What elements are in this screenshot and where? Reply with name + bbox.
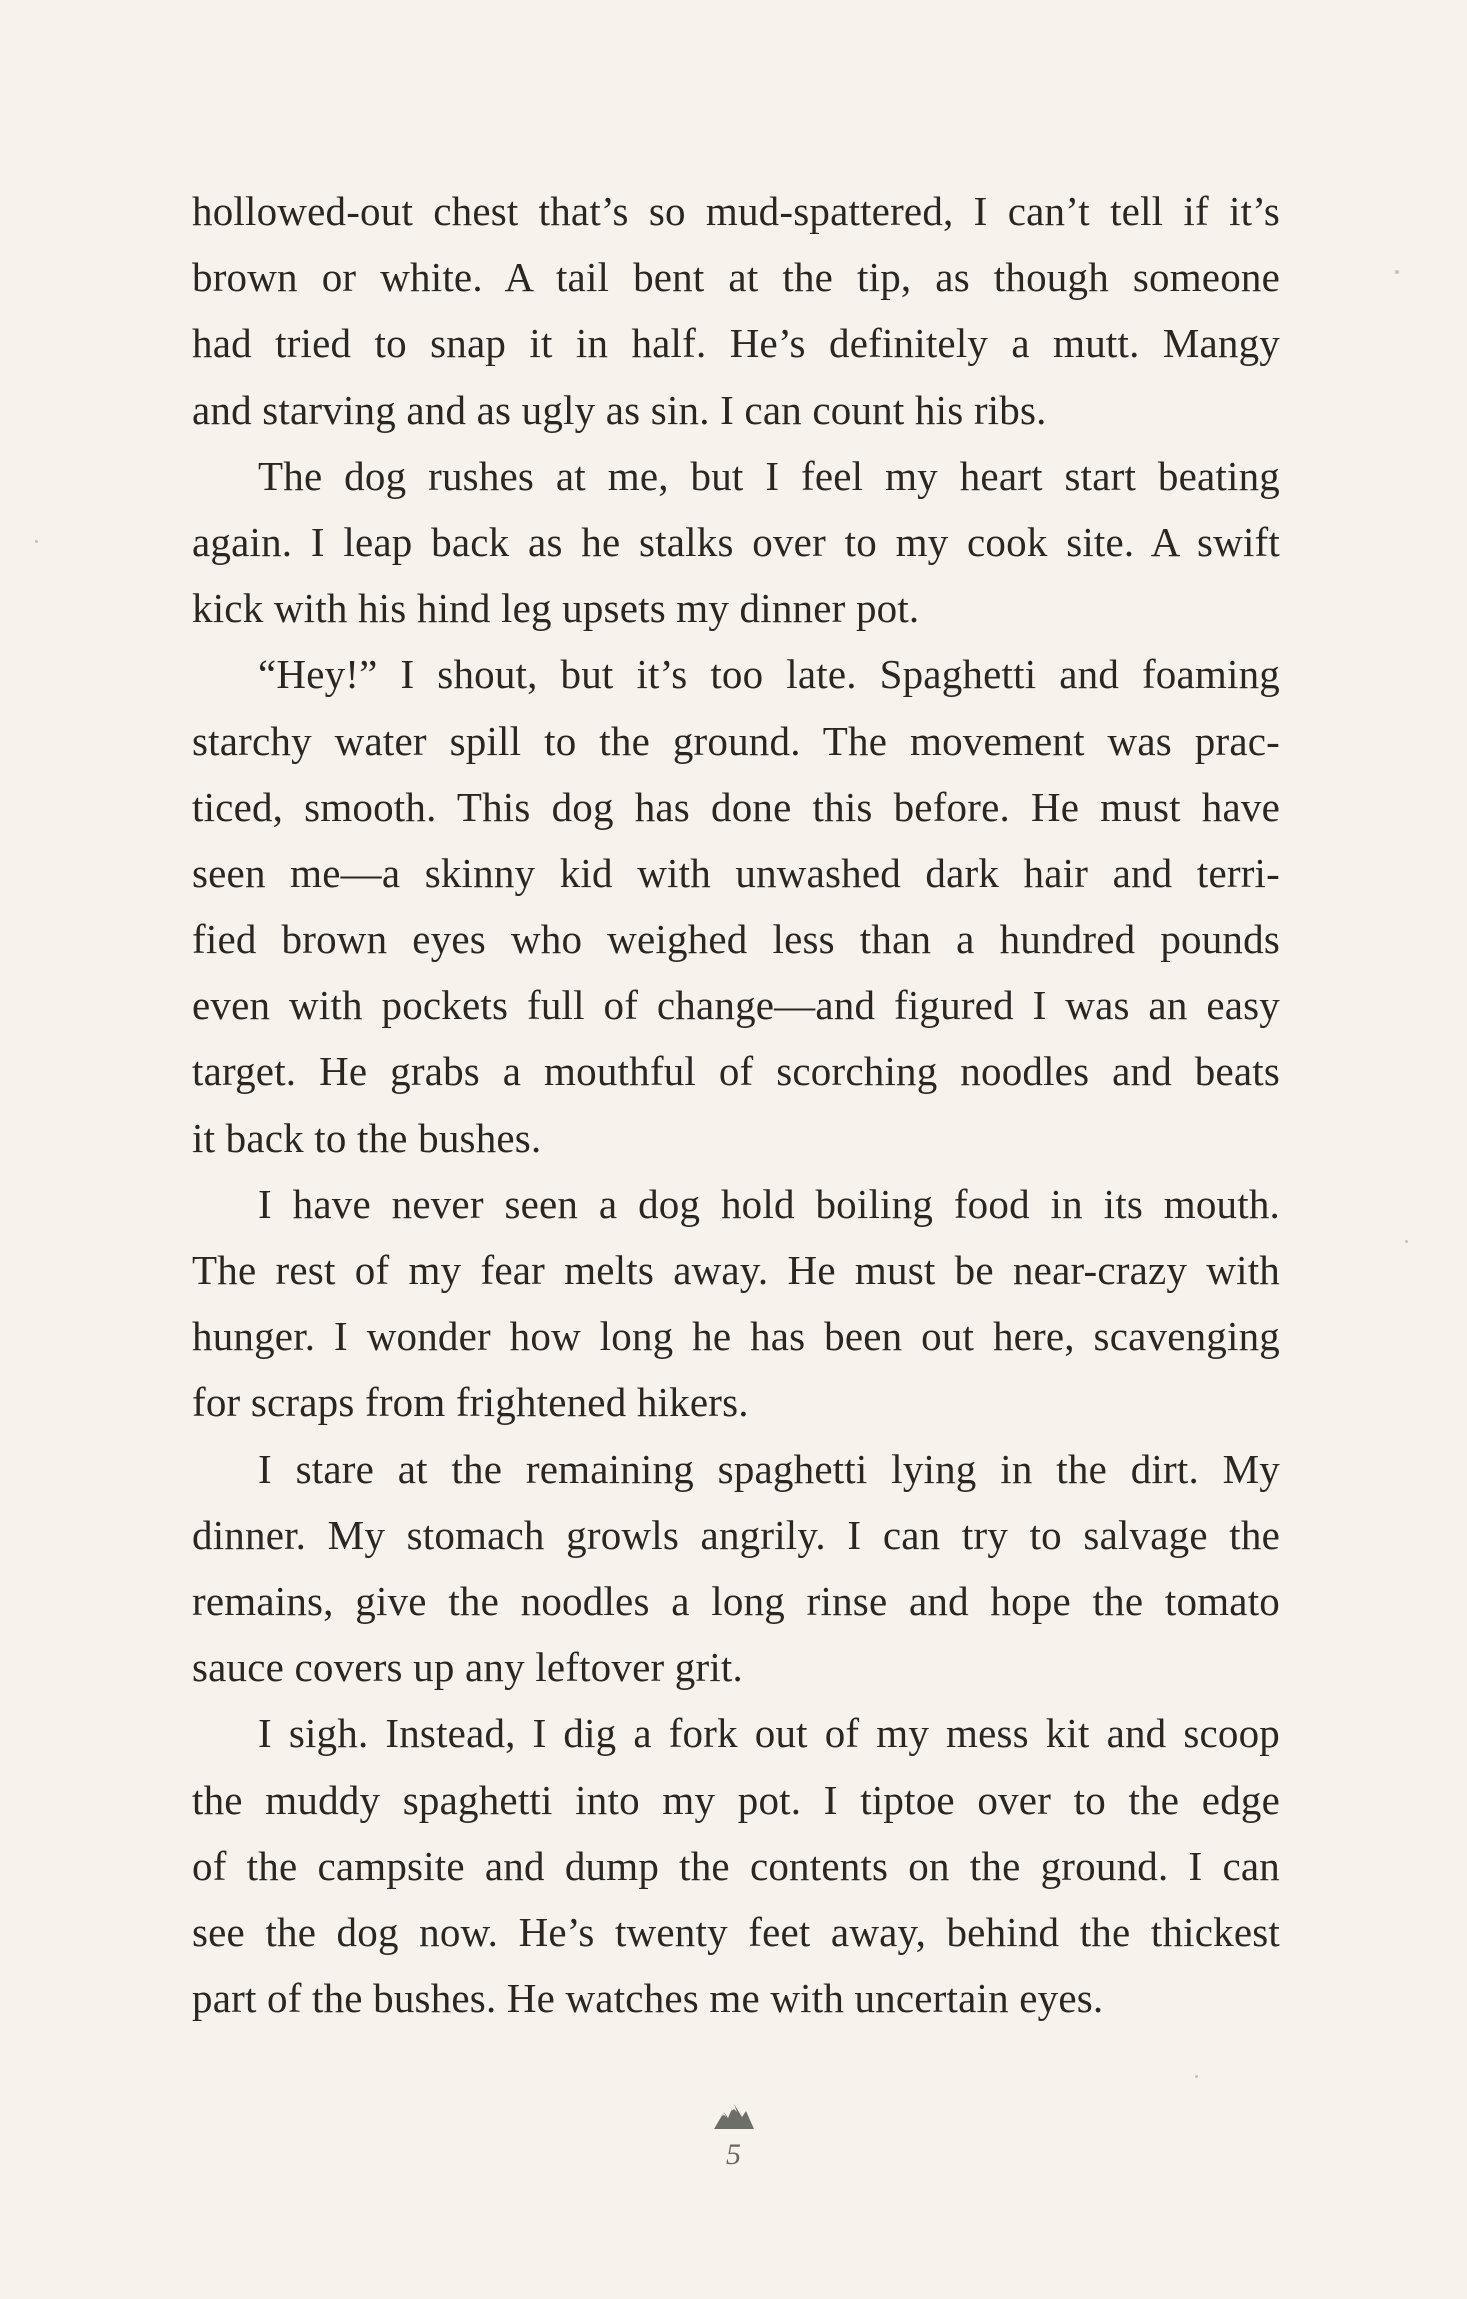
- text-line: of the campsite and dump the contents on the ground. I can: [192, 1842, 1280, 1889]
- paragraph: [192, 1700, 1280, 2031]
- text-line: starchy water spill to the ground. The movement was prac-: [192, 717, 1280, 764]
- folio: [0, 2100, 1467, 2172]
- text-line: see the dog now. He’s twenty feet away, behind the thickest: [192, 1908, 1280, 1955]
- text-line: I have never seen a dog hold boiling food in its mouth.: [258, 1180, 1280, 1227]
- paper-speck: [1405, 1240, 1408, 1243]
- paper-speck: [1195, 2075, 1198, 2078]
- text-line: for scraps from frightened hikers.: [192, 1379, 749, 1426]
- body-text: [192, 178, 1280, 2031]
- text-line: and starving and as ugly as sin. I can count his ribs.: [192, 386, 1047, 433]
- paragraph: [192, 1171, 1280, 1436]
- text-line: fied brown eyes who weighed less than a hundred pounds: [192, 916, 1280, 963]
- text-line: The dog rushes at me, but I feel my heart start beating: [258, 452, 1280, 499]
- text-line: remains, give the noodles a long rinse and hope the tomato: [192, 1577, 1280, 1624]
- mountain-icon: [712, 2100, 756, 2130]
- text-line: ticed, smooth. This dog has done this before. He must have: [192, 783, 1280, 830]
- paper-speck: [35, 540, 38, 543]
- text-line: brown or white. A tail bent at the tip, as though someone: [192, 254, 1280, 301]
- paragraph: [192, 1436, 1280, 1701]
- paragraph: [192, 178, 1280, 443]
- paragraph: [192, 443, 1280, 642]
- text-line: sauce covers up any leftover grit.: [192, 1644, 743, 1691]
- text-line: hunger. I wonder how long he has been out here, scavenging: [192, 1313, 1280, 1360]
- paragraph: [192, 641, 1280, 1171]
- page-number: 5: [726, 2138, 741, 2171]
- text-line: kick with his hind leg upsets my dinner pot.: [192, 585, 920, 632]
- text-line: dinner. My stomach growls angrily. I can try to salvage the: [192, 1511, 1280, 1558]
- text-line: even with pockets full of change—and figured I was an easy: [192, 982, 1280, 1029]
- paper-speck: [1395, 270, 1399, 274]
- text-line: the muddy spaghetti into my pot. I tiptoe over to the edge: [192, 1776, 1280, 1823]
- text-line: I sigh. Instead, I dig a fork out of my mess kit and scoop: [258, 1710, 1280, 1757]
- text-line: “Hey!” I shout, but it’s too late. Spaghetti and foaming: [258, 651, 1280, 698]
- text-line: target. He grabs a mouthful of scorching noodles and beats: [192, 1048, 1280, 1095]
- text-line: seen me—a skinny kid with unwashed dark hair and terri-: [192, 849, 1280, 896]
- text-line: had tried to snap it in half. He’s definitely a mutt. Mangy: [192, 320, 1280, 367]
- text-line: it back to the bushes.: [192, 1114, 542, 1161]
- text-line: hollowed-out chest that’s so mud-spattered, I can’t tell if it’s: [192, 188, 1280, 234]
- text-line: The rest of my fear melts away. He must be near-crazy with: [192, 1247, 1280, 1293]
- text-line: I stare at the remaining spaghetti lying in the dirt. My: [258, 1445, 1280, 1492]
- text-line: again. I leap back as he stalks over to my cook site. A swift: [192, 518, 1280, 565]
- text-line: part of the bushes. He watches me with uncertain eyes.: [192, 1975, 1104, 2022]
